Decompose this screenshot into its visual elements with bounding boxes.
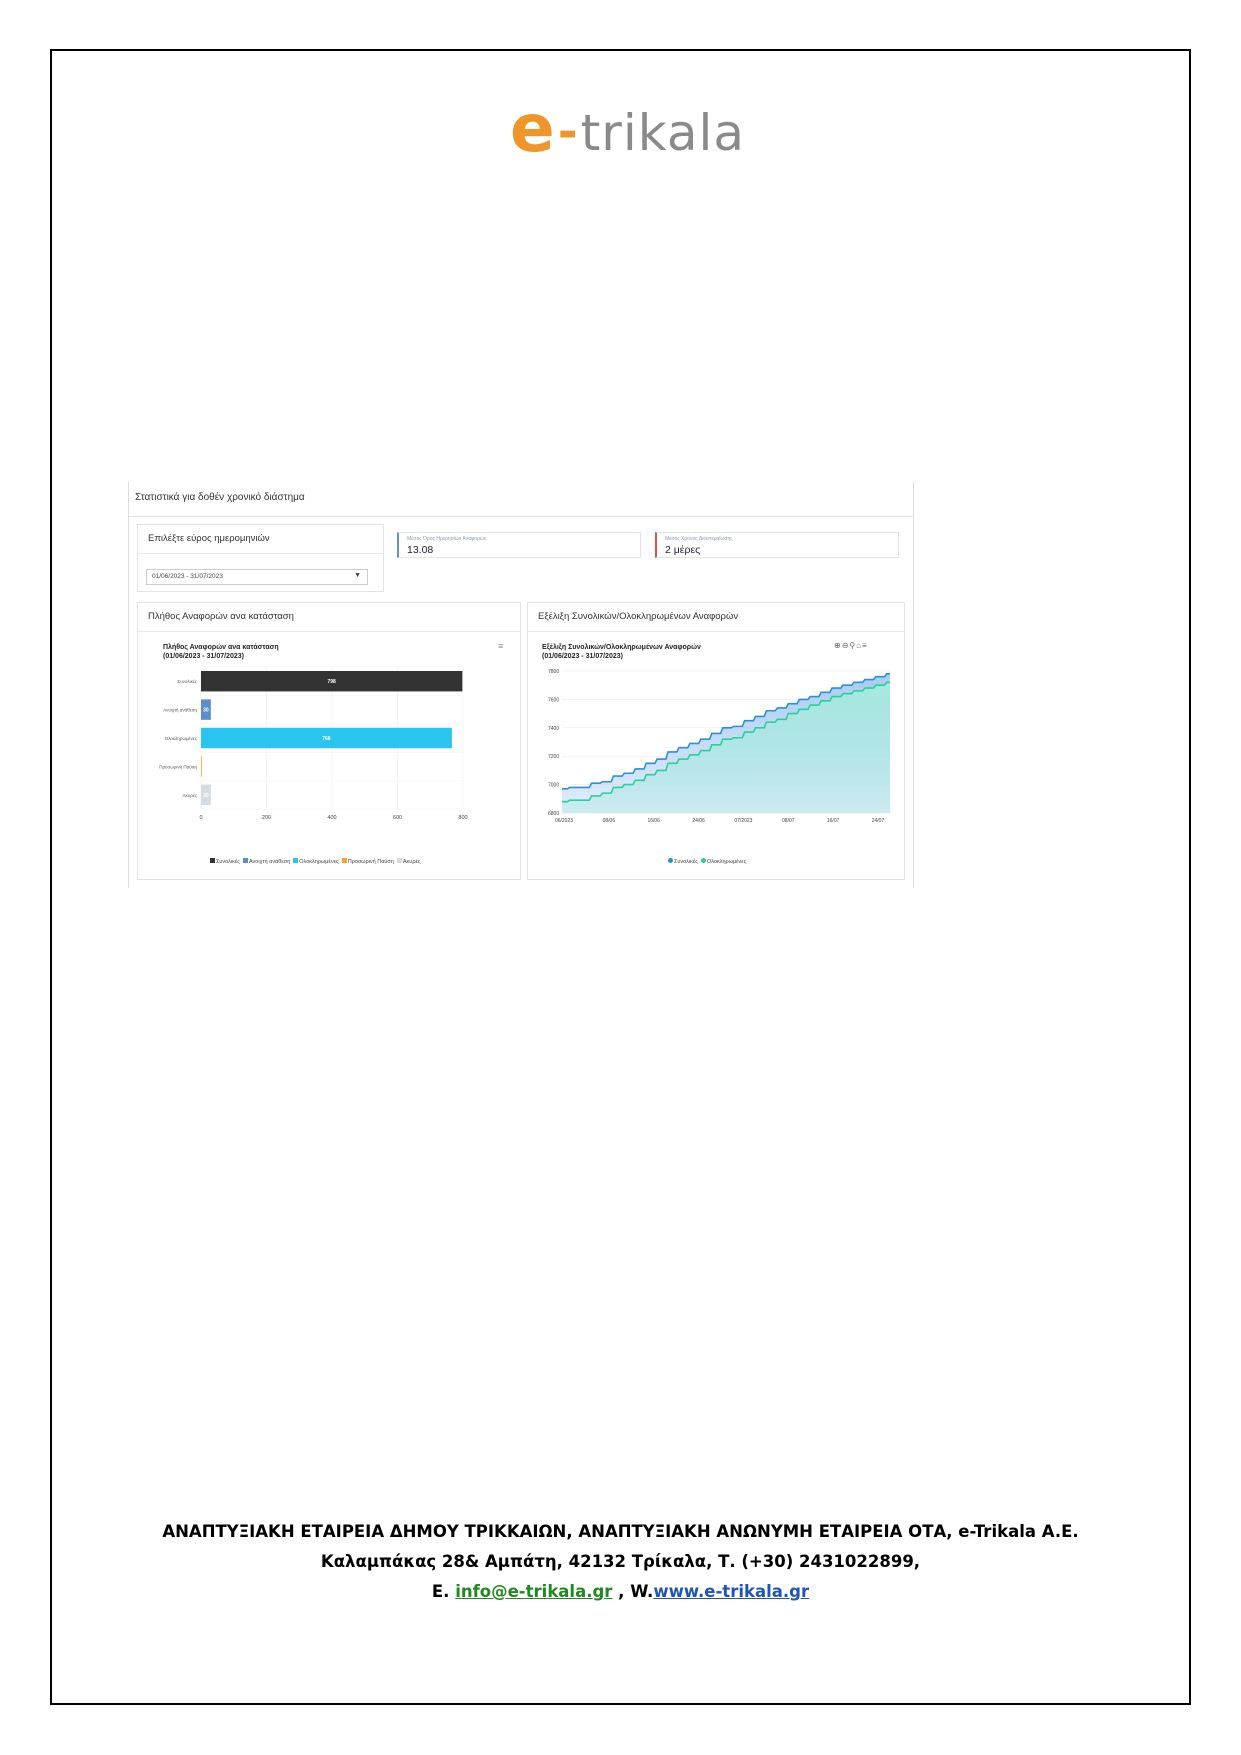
x-tick-label: 08/07 xyxy=(782,818,795,824)
legend-label: Συνολικές xyxy=(216,859,240,865)
x-tick-label: 16/07 xyxy=(826,818,840,824)
x-tick-label: 24/07 xyxy=(871,818,885,824)
category-label: Προσωρινή Παύση xyxy=(159,764,197,770)
x-tick-label: 400 xyxy=(327,815,337,821)
menu-icon[interactable]: ≡ xyxy=(862,641,868,650)
footer-company-line: ΑΝΑΠΤΥΞΙΑΚΗ ΕΤΑΙΡΕΙΑ ΔΗΜΟΥ ΤΡΙΚΚΑΙΩΝ, ΑΝΑΠΤΥΞΙΑΚΗ ΑΝΩΝΥΜΗ ΕΤΑΙΡΕΙΑ ΟΤΑ, e-Trikala A.E. xyxy=(162,1522,1079,1541)
legend-item[interactable] xyxy=(668,858,698,865)
legend-swatch xyxy=(210,858,215,863)
y-tick-label: 7200 xyxy=(548,754,560,761)
dashboard-title: Στατιστικά για δοθέν χρονικό διάστημα xyxy=(135,492,305,503)
footer-website-link[interactable]: www.e-trikala.gr xyxy=(653,1582,810,1601)
logo-dash: - xyxy=(557,104,578,160)
date-range-value: 01/06/2023 - 31/07/2023 xyxy=(152,573,223,580)
x-tick-label: 200 xyxy=(261,815,272,821)
bar-data-label: 766 xyxy=(322,736,331,742)
legend-swatch xyxy=(243,858,248,863)
footer-contact-line xyxy=(0,1582,1241,1601)
area-chart xyxy=(528,603,906,881)
footer-web-prefix: , W. xyxy=(612,1582,654,1601)
category-label: Ολοκληρωμένες xyxy=(164,736,197,741)
y-tick-label: 7400 xyxy=(548,725,560,732)
legend-swatch xyxy=(668,858,673,863)
x-tick-label: 08/06 xyxy=(602,818,616,824)
search-icon[interactable]: ⚲ xyxy=(849,641,857,650)
legend-label: Ολοκληρωμένες xyxy=(299,859,339,865)
line-chart-card xyxy=(527,602,905,880)
y-tick-label: 6800 xyxy=(548,811,560,817)
stat-completion-time-value: 2 μέρες xyxy=(665,544,701,556)
bar-3 xyxy=(201,756,202,776)
chevron-down-icon: ▼ xyxy=(354,572,361,579)
x-tick-label: 0 xyxy=(199,815,203,821)
stat-completion-time xyxy=(655,532,899,558)
stat-completion-time-label: Μέσος Χρόνος Διεκπεραίωσης xyxy=(665,536,733,542)
legend-label: Συνολικές xyxy=(674,859,698,865)
category-label: Ακυρές xyxy=(182,792,197,798)
legend-swatch xyxy=(397,858,402,863)
footer-email-prefix: Ε. xyxy=(431,1582,456,1601)
stat-daily-average-value: 13.08 xyxy=(407,544,434,556)
legend-swatch xyxy=(293,858,298,863)
category-label: Συνολικές xyxy=(177,679,197,685)
bar-data-label: 30 xyxy=(203,792,209,799)
date-range-card xyxy=(137,524,384,592)
menu-icon[interactable]: ≡ xyxy=(498,641,504,651)
date-range-select[interactable] xyxy=(146,569,368,585)
zoom-out-icon[interactable]: ⊖ xyxy=(841,641,850,650)
x-tick-label: 16/06 xyxy=(647,818,660,824)
bar-data-label: 30 xyxy=(203,707,209,714)
bar-data-label: 798 xyxy=(327,679,336,686)
footer-email-link[interactable]: info@e-trikala.gr xyxy=(455,1582,613,1601)
line-chart-title-line2: (01/06/2023 - 31/07/2023) xyxy=(542,653,623,660)
bar-chart-title-line1: Πλήθος Αναφορών ανα κατάσταση xyxy=(163,644,279,651)
legend-item[interactable] xyxy=(342,858,394,865)
x-tick-label: 600 xyxy=(392,815,403,821)
x-tick-label: 07/2023 xyxy=(734,818,753,824)
y-tick-label: 7600 xyxy=(548,697,560,704)
legend-item[interactable] xyxy=(701,858,746,865)
stat-daily-average xyxy=(397,532,641,558)
legend-swatch xyxy=(701,858,706,863)
home-icon[interactable]: ⌂ xyxy=(856,641,863,650)
legend-label: Ολοκληρωμένες xyxy=(706,859,747,865)
stat-daily-average-label: Μέσος Όρος Ημερησίων Αναφορών xyxy=(407,536,487,542)
legend-label: Ανοιχτή ανάθεση xyxy=(248,859,291,865)
legend-item[interactable] xyxy=(210,858,240,865)
x-tick-label: 06/2023 xyxy=(554,818,574,824)
legend-swatch xyxy=(342,858,347,863)
category-label: Ανοιχτή ανάθεση xyxy=(163,707,197,713)
dashboard-header xyxy=(129,482,913,517)
logo-e: e xyxy=(510,90,555,167)
zoom-in-icon[interactable]: ⊕ xyxy=(834,641,842,650)
area-chart-legend xyxy=(668,858,746,865)
bar-chart-title-line2: (01/06/2023 - 31/07/2023) xyxy=(163,653,244,660)
x-tick-label: 24/06 xyxy=(692,818,705,824)
y-tick-label: 7800 xyxy=(548,669,560,675)
date-range-title: Επιλέξτε εύρος ημερομηνιών xyxy=(148,533,270,544)
bar-chart-card xyxy=(137,602,521,880)
dashboard-screenshot xyxy=(128,482,914,888)
x-tick-label: 800 xyxy=(458,815,468,821)
legend-label: Προσωρινή Παύση xyxy=(347,859,394,865)
y-tick-label: 7000 xyxy=(548,782,560,789)
legend-item[interactable] xyxy=(397,858,421,865)
e-trikala-logo xyxy=(510,90,745,167)
legend-label: Ακυρές xyxy=(402,859,421,865)
bar-card-title: Πλήθος Αναφορών ανα κατάσταση xyxy=(148,611,294,622)
legend-item[interactable] xyxy=(293,858,338,865)
bar-chart-legend xyxy=(210,858,421,865)
line-card-title: Εξέλιξη Συνολικών/Ολοκληρωμένων Αναφορών xyxy=(538,611,739,622)
logo-trikala: trikala xyxy=(580,104,745,162)
footer-address-line: Καλαμπάκας 28& Αμπάτη, 42132 Τρίκαλα, Τ. (+30) 2431022899, xyxy=(320,1552,921,1571)
line-chart-title-line1: Εξέλιξη Συνολικών/Ολοκληρωμένων Αναφορών xyxy=(542,644,701,651)
legend-item[interactable] xyxy=(243,858,290,865)
bar-chart xyxy=(138,603,522,881)
